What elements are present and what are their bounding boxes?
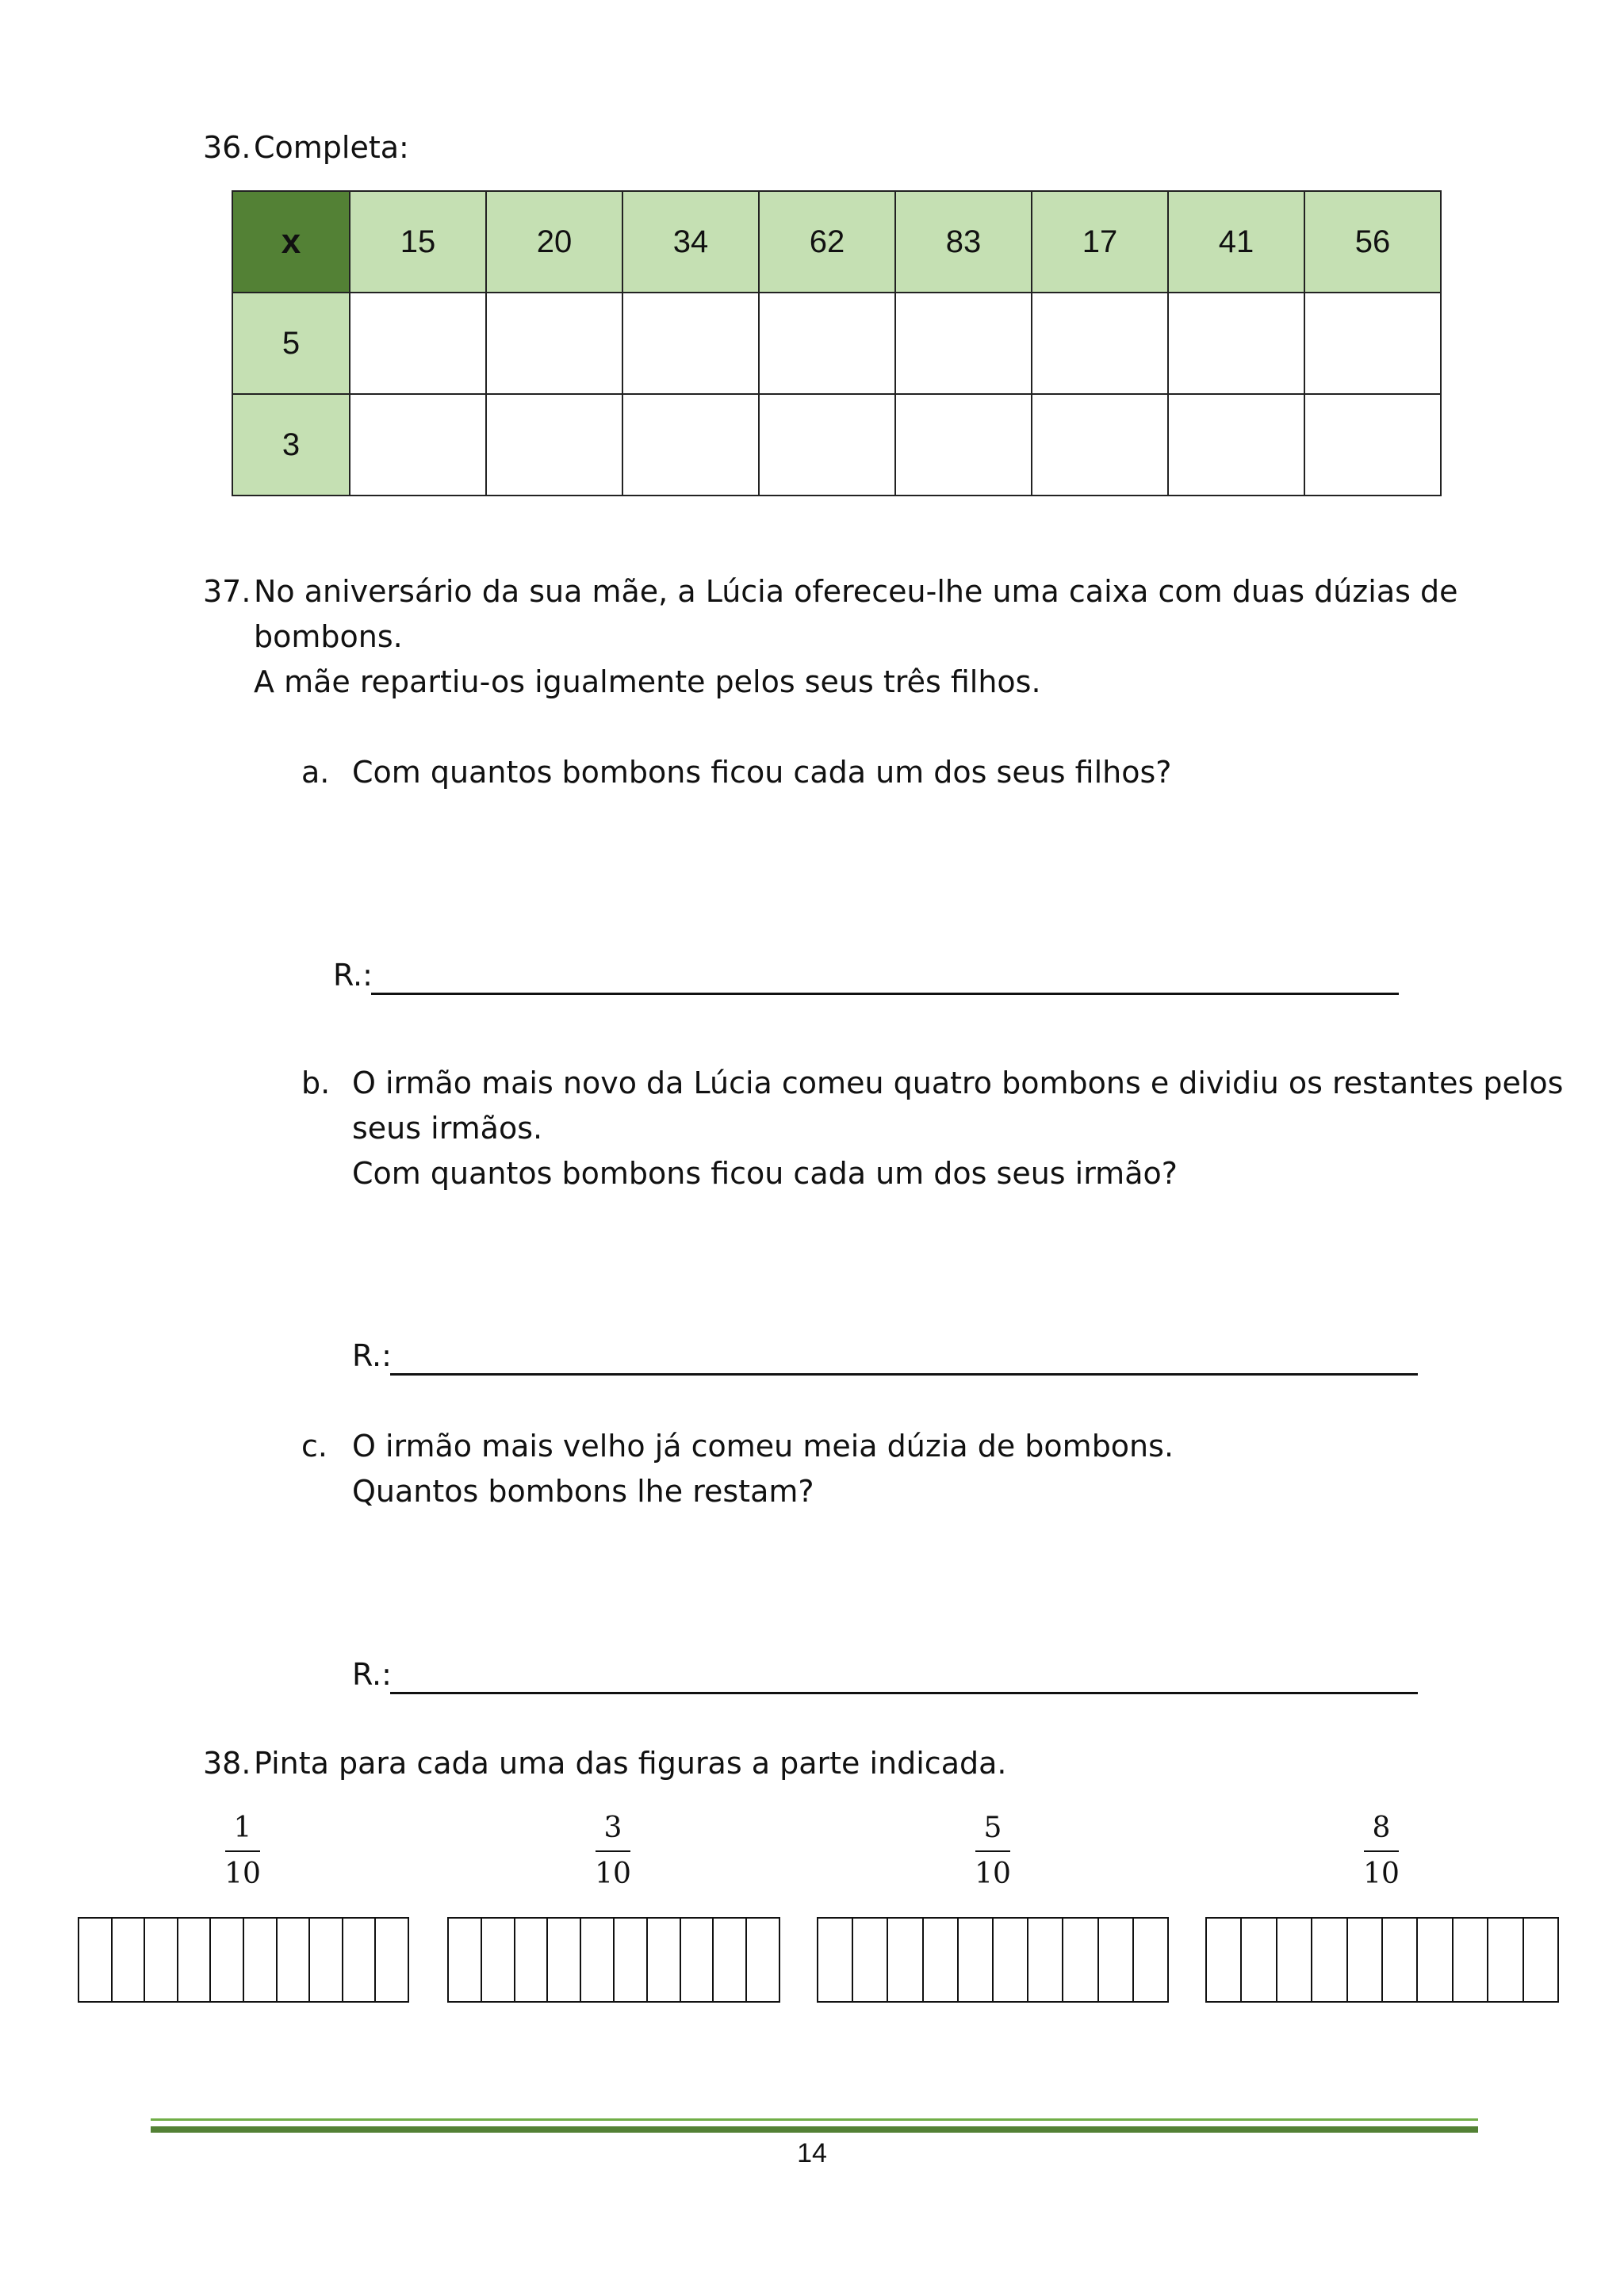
strip-cell[interactable]	[714, 1919, 747, 2001]
table-row	[232, 394, 1441, 496]
fraction-bar	[225, 1850, 260, 1852]
ex37a-answer-line[interactable]	[371, 993, 1399, 995]
ex37c-question-line2: Quantos bombons lhe restam?	[352, 1474, 814, 1509]
strip-cell[interactable]	[482, 1919, 515, 2001]
table-col-header: 83	[895, 191, 1032, 293]
strip-cell[interactable]	[1348, 1919, 1383, 2001]
fraction-denominator: 10	[595, 1858, 631, 1890]
fraction-denominator: 10	[975, 1858, 1011, 1890]
table-corner-cell: x	[232, 191, 350, 293]
ex37b-question-line3: Com quantos bombons ficou cada um dos seus irmão?	[352, 1156, 1178, 1191]
answer-cell[interactable]	[486, 394, 622, 496]
fraction-numerator: 1	[233, 1812, 252, 1844]
fraction-denominator: 10	[224, 1858, 261, 1890]
strip-cell[interactable]	[1454, 1919, 1488, 2001]
ex37a-question: Com quantos bombons ficou cada um dos seus filhos?	[352, 755, 1172, 790]
fraction-bar	[975, 1850, 1010, 1852]
ex38-title: Pinta para cada uma das figuras a parte indicada.	[254, 1746, 1007, 1781]
strip-cell[interactable]	[178, 1919, 212, 2001]
footer-rule-thin	[151, 2118, 1478, 2121]
strip-cell[interactable]	[1028, 1919, 1063, 2001]
fraction-2	[589, 1811, 637, 1892]
strip-cell[interactable]	[1099, 1919, 1134, 2001]
strip-cell[interactable]	[681, 1919, 714, 2001]
fraction-numerator: 8	[1372, 1812, 1391, 1844]
fraction-bar	[1364, 1850, 1399, 1852]
page-number: 14	[797, 2138, 827, 2168]
fraction-strip-4	[1205, 1917, 1559, 2003]
strip-cell[interactable]	[1488, 1919, 1523, 2001]
ex38-number: 38.	[203, 1746, 251, 1781]
strip-cell[interactable]	[888, 1919, 923, 2001]
strip-cell[interactable]	[79, 1919, 113, 2001]
table-col-header: 15	[350, 191, 486, 293]
answer-cell[interactable]	[350, 293, 486, 394]
fraction-4	[1358, 1811, 1405, 1892]
ex37b-answer-line[interactable]	[390, 1373, 1418, 1376]
strip-cell[interactable]	[581, 1919, 615, 2001]
table-row	[232, 293, 1441, 394]
answer-cell[interactable]	[759, 394, 895, 496]
ex36-title: Completa:	[254, 130, 409, 165]
answer-cell[interactable]	[1032, 293, 1168, 394]
strip-cell[interactable]	[853, 1919, 888, 2001]
ex36-heading	[203, 125, 409, 170]
table-col-header: 34	[622, 191, 759, 293]
ex37c-answer-line[interactable]	[390, 1692, 1418, 1694]
strip-cell[interactable]	[1418, 1919, 1453, 2001]
strip-cell[interactable]	[959, 1919, 994, 2001]
table-col-header: 62	[759, 191, 895, 293]
ex37c-answer-label: R.:	[352, 1657, 392, 1692]
ex37b-letter: b.	[301, 1066, 331, 1100]
answer-cell[interactable]	[622, 293, 759, 394]
strip-cell[interactable]	[113, 1919, 146, 2001]
strip-cell[interactable]	[747, 1919, 779, 2001]
table-header-row	[232, 191, 1441, 293]
strip-cell[interactable]	[1134, 1919, 1167, 2001]
ex37-intro-line2: bombons.	[254, 619, 403, 654]
strip-cell[interactable]	[818, 1919, 853, 2001]
fraction-bar	[596, 1850, 630, 1852]
strip-cell[interactable]	[1242, 1919, 1277, 2001]
ex37b-question-line1: O irmão mais novo da Lúcia comeu quatro bombons e dividiu os restantes pelos	[352, 1066, 1564, 1100]
fraction-3	[969, 1811, 1017, 1892]
ex37a-letter: a.	[301, 755, 330, 790]
fraction-numerator: 5	[983, 1812, 1002, 1844]
strip-cell[interactable]	[924, 1919, 959, 2001]
strip-cell[interactable]	[211, 1919, 244, 2001]
fraction-strip-1	[78, 1917, 409, 2003]
answer-cell[interactable]	[895, 394, 1032, 496]
ex37b-question-line2: seus irmãos.	[352, 1111, 543, 1146]
strip-cell[interactable]	[548, 1919, 581, 2001]
table-col-header: 20	[486, 191, 622, 293]
ex36-number: 36.	[203, 130, 251, 165]
answer-cell[interactable]	[622, 394, 759, 496]
table-col-header: 56	[1304, 191, 1441, 293]
answer-cell[interactable]	[486, 293, 622, 394]
answer-cell[interactable]	[350, 394, 486, 496]
ex37-intro-line3: A mãe repartiu-os igualmente pelos seus três filhos.	[254, 664, 1041, 699]
strip-cell[interactable]	[1312, 1919, 1347, 2001]
ex37c-letter: c.	[301, 1429, 327, 1464]
strip-cell[interactable]	[1524, 1919, 1557, 2001]
strip-cell[interactable]	[449, 1919, 482, 2001]
strip-cell[interactable]	[1383, 1919, 1418, 2001]
ex37-number: 37.	[203, 574, 251, 609]
fraction-numerator: 3	[603, 1812, 622, 1844]
table-col-header: 41	[1168, 191, 1304, 293]
strip-cell[interactable]	[1277, 1919, 1312, 2001]
strip-cell[interactable]	[515, 1919, 549, 2001]
answer-cell[interactable]	[1304, 394, 1441, 496]
answer-cell[interactable]	[1304, 293, 1441, 394]
ex37-intro-text: No aniversário da sua mãe, a Lúcia ofereceu-lhe uma caixa com duas dúzias de	[254, 574, 1458, 609]
ex38-heading	[203, 1741, 1006, 1786]
footer-rule-thick	[151, 2126, 1478, 2133]
answer-cell[interactable]	[759, 293, 895, 394]
answer-cell[interactable]	[895, 293, 1032, 394]
fraction-1	[219, 1811, 266, 1892]
ex37-intro-line1	[203, 569, 1457, 614]
strip-cell[interactable]	[1063, 1919, 1098, 2001]
fraction-strip-3	[817, 1917, 1169, 2003]
answer-cell[interactable]	[1168, 394, 1304, 496]
table-row-header: 5	[232, 293, 350, 394]
strip-cell[interactable]	[648, 1919, 681, 2001]
strip-cell[interactable]	[615, 1919, 648, 2001]
strip-cell[interactable]	[376, 1919, 408, 2001]
strip-cell[interactable]	[278, 1919, 311, 2001]
strip-cell[interactable]	[343, 1919, 377, 2001]
ex37c-question-line1: O irmão mais velho já comeu meia dúzia de bombons.	[352, 1429, 1174, 1464]
strip-cell[interactable]	[994, 1919, 1028, 2001]
strip-cell[interactable]	[310, 1919, 343, 2001]
table-col-header: 17	[1032, 191, 1168, 293]
strip-cell[interactable]	[244, 1919, 278, 2001]
ex37a-answer-label: R.:	[333, 958, 373, 993]
ex37b-answer-label: R.:	[352, 1338, 392, 1373]
fraction-strip-2	[447, 1917, 780, 2003]
table-row-header: 3	[232, 394, 350, 496]
fraction-denominator: 10	[1363, 1858, 1400, 1890]
multiplication-table	[232, 190, 1442, 496]
answer-cell[interactable]	[1032, 394, 1168, 496]
answer-cell[interactable]	[1168, 293, 1304, 394]
strip-cell[interactable]	[1207, 1919, 1242, 2001]
strip-cell[interactable]	[145, 1919, 178, 2001]
